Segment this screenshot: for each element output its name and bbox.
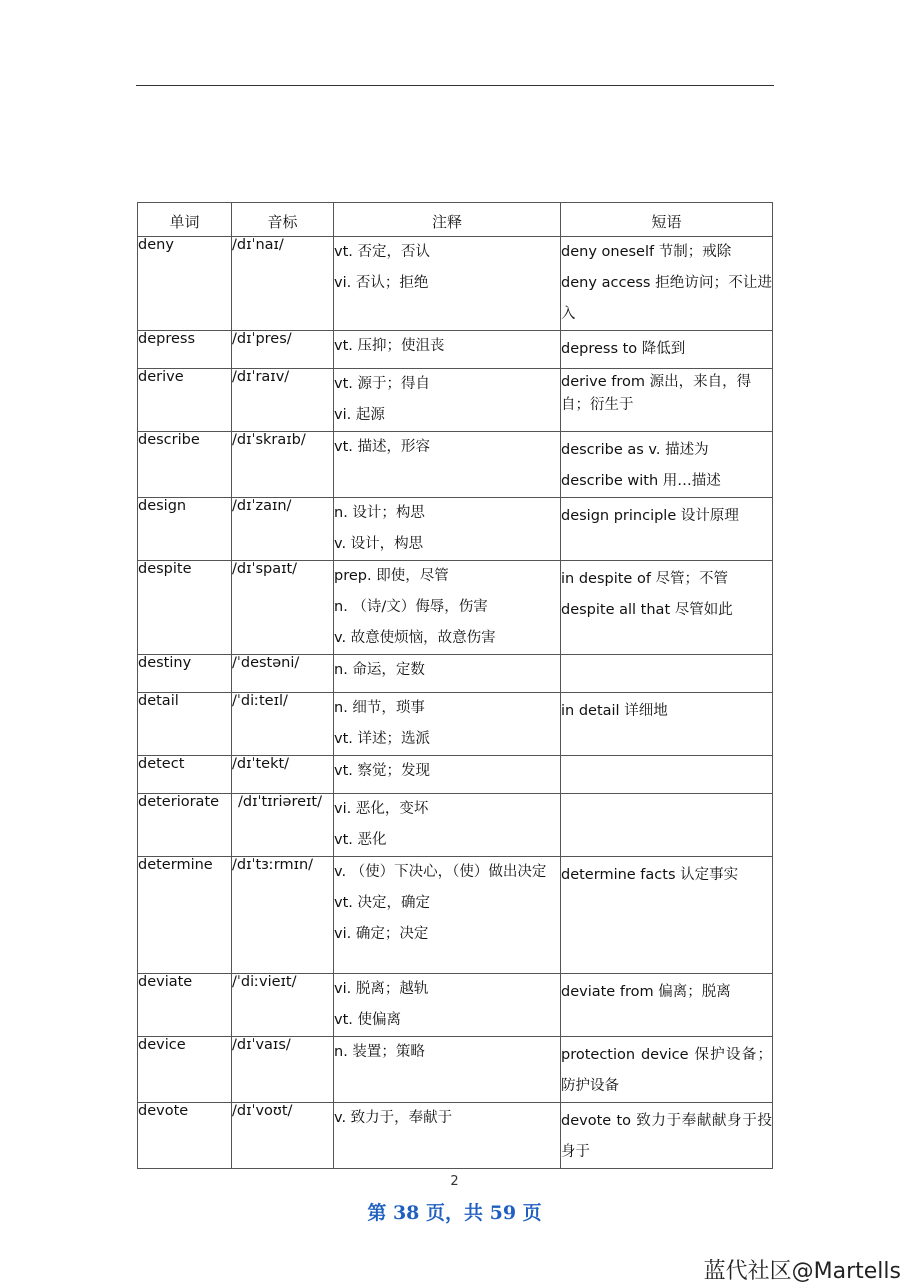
phrase-line: describe with 用…描述 [561, 473, 721, 489]
note-line: vi. 恶化，变坏 [334, 801, 429, 817]
note-line: vi. 否认；拒绝 [334, 275, 429, 291]
phrases-cell [561, 1103, 773, 1169]
header-phonetic: 音标 [232, 203, 334, 237]
phrase-line: depress to 降低到 [561, 341, 686, 357]
word-cell: devote [138, 1103, 232, 1169]
phonetic-cell: /ˈdiːvieɪt/ [232, 974, 334, 1037]
phonetic-cell: /ˈdestəni/ [232, 655, 334, 693]
phrase-line: deviate from 偏离；脱离 [561, 984, 731, 1000]
phonetic-cell: /dɪˈskraɪb/ [232, 432, 334, 498]
notes-cell [334, 432, 561, 498]
notes-cell [334, 498, 561, 561]
phrase-line: despite all that 尽管如此 [561, 602, 733, 618]
watermark: 蓝代社区@Martells [703, 1259, 901, 1284]
phrases-cell [561, 974, 773, 1037]
word-cell: detail [138, 693, 232, 756]
note-line: vt. 决定，确定 [334, 895, 430, 911]
notes-cell [334, 693, 561, 756]
word-cell: despite [138, 561, 232, 655]
phonetic-cell: /dɪˈtekt/ [232, 756, 334, 794]
table-row [138, 331, 773, 369]
phonetic-cell: /dɪˈspaɪt/ [232, 561, 334, 655]
page-number: 2 [450, 1174, 459, 1189]
word-cell: design [138, 498, 232, 561]
phonetic-cell: /dɪˈtɜːrmɪn/ [232, 857, 334, 974]
note-line: vi. 脱离；越轨 [334, 981, 429, 997]
phrases-cell [561, 693, 773, 756]
notes-cell [334, 794, 561, 857]
word-cell: deny [138, 237, 232, 331]
header-rule [136, 85, 774, 86]
note-line: vi. 确定；决定 [334, 926, 429, 942]
table-row [138, 369, 773, 432]
word-cell: deteriorate [138, 794, 232, 857]
word-cell: deviate [138, 974, 232, 1037]
phonetic-cell: /dɪˈvoʊt/ [232, 1103, 334, 1169]
phrase-line: devote to 致力于奉献献身于投身于 [561, 1113, 772, 1160]
phrases-cell [561, 369, 773, 432]
notes-cell [334, 756, 561, 794]
header-phrases: 短语 [561, 203, 773, 237]
notes-cell [334, 561, 561, 655]
phrases-cell [561, 498, 773, 561]
table-row [138, 561, 773, 655]
phrase-line: in detail 详细地 [561, 703, 668, 719]
table-row [138, 857, 773, 974]
table-header-row [138, 203, 773, 237]
phrases-cell [561, 1037, 773, 1103]
phonetic-cell: /ˈdiːteɪl/ [232, 693, 334, 756]
table-row [138, 655, 773, 693]
notes-cell [334, 369, 561, 432]
phrases-cell [561, 561, 773, 655]
phonetic-cell: /dɪˈzaɪn/ [232, 498, 334, 561]
table-row [138, 693, 773, 756]
note-line: vt. 详述；选派 [334, 731, 430, 747]
phrase-line: derive from 源出，来自，得自；衍生于 [561, 374, 752, 413]
phrase-line: describe as v. 描述为 [561, 442, 709, 458]
phonetic-cell: /dɪˈnaɪ/ [232, 237, 334, 331]
notes-cell [334, 974, 561, 1037]
note-line: vt. 否定，否认 [334, 244, 430, 260]
vocabulary-table [137, 202, 773, 1169]
phrase-line: determine facts 认定事实 [561, 867, 739, 883]
phonetic-cell: /dɪˈvaɪs/ [232, 1037, 334, 1103]
phrases-cell [561, 794, 773, 857]
note-line: prep. 即使，尽管 [334, 568, 449, 584]
note-line: v. 设计，构思 [334, 536, 424, 552]
phonetic-cell: /dɪˈpres/ [232, 331, 334, 369]
table-row [138, 432, 773, 498]
table-row [138, 974, 773, 1037]
page-info: 第 38 页，共 59 页 [367, 1202, 542, 1224]
table-row [138, 756, 773, 794]
phrase-line: design principle 设计原理 [561, 508, 739, 524]
note-line: v. 致力于，奉献于 [334, 1110, 453, 1126]
word-cell: destiny [138, 655, 232, 693]
phrases-cell [561, 857, 773, 974]
notes-cell [334, 1037, 561, 1103]
note-line: n. 设计；构思 [334, 505, 425, 521]
phrases-cell [561, 756, 773, 794]
note-line: n. （诗/文）侮辱，伤害 [334, 599, 488, 615]
note-line: v. （使）下决心，（使）做出决定 [334, 864, 547, 880]
phrases-cell [561, 331, 773, 369]
notes-cell [334, 237, 561, 331]
note-line: vt. 使偏离 [334, 1012, 401, 1028]
word-cell: detect [138, 756, 232, 794]
notes-cell [334, 655, 561, 693]
note-line: vt. 描述，形容 [334, 439, 430, 455]
table-row [138, 1103, 773, 1169]
note-line: v. 故意使烦恼，故意伤害 [334, 630, 496, 646]
phrases-cell [561, 655, 773, 693]
notes-cell [334, 857, 561, 974]
note-line: n. 命运，定数 [334, 662, 425, 678]
note-line: n. 装置；策略 [334, 1044, 425, 1060]
header-notes: 注释 [334, 203, 561, 237]
header-word: 单词 [138, 203, 232, 237]
table-row [138, 498, 773, 561]
table-row [138, 1037, 773, 1103]
word-cell: device [138, 1037, 232, 1103]
word-cell: determine [138, 857, 232, 974]
table-row [138, 237, 773, 331]
note-line: vt. 源于；得自 [334, 376, 430, 392]
note-line: vi. 起源 [334, 407, 385, 423]
notes-cell [334, 1103, 561, 1169]
word-cell: derive [138, 369, 232, 432]
phrase-line: deny oneself 节制；戒除 [561, 244, 732, 260]
phrases-cell [561, 237, 773, 331]
phrases-cell [561, 432, 773, 498]
phrase-line: deny access 拒绝访问；不让进入 [561, 275, 772, 322]
phrase-line: in despite of 尽管；不管 [561, 571, 729, 587]
note-line: vt. 察觉；发现 [334, 763, 430, 779]
note-line: n. 细节，琐事 [334, 700, 425, 716]
word-cell: depress [138, 331, 232, 369]
phrase-line: protection device 保护设备；防护设备 [561, 1047, 772, 1094]
phonetic-cell: /dɪˈraɪv/ [232, 369, 334, 432]
word-cell: describe [138, 432, 232, 498]
table-row [138, 794, 773, 857]
note-line: vt. 压抑；使沮丧 [334, 338, 445, 354]
phonetic-cell: /dɪˈtɪriəreɪt/ [232, 794, 334, 857]
note-line: vt. 恶化 [334, 832, 387, 848]
notes-cell [334, 331, 561, 369]
